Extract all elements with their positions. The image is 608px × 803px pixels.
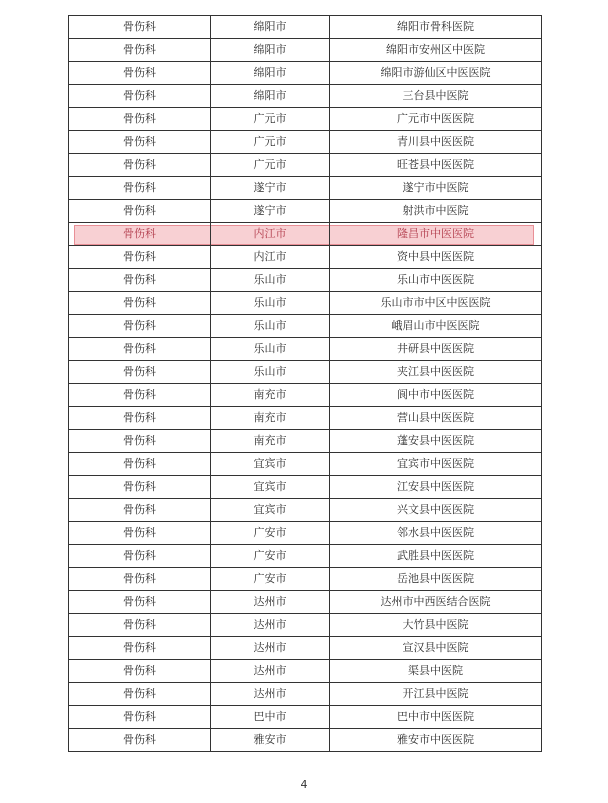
city-cell: 广元市 [211, 154, 330, 177]
table-row [69, 338, 542, 361]
table-row [69, 453, 542, 476]
hospital-cell: 岳池县中医医院 [330, 568, 542, 591]
table-row [69, 315, 542, 338]
city-cell: 绵阳市 [211, 85, 330, 108]
table-row [69, 499, 542, 522]
department-cell: 骨伤科 [69, 223, 211, 246]
hospital-cell: 绵阳市骨科医院 [330, 16, 542, 39]
city-cell: 乐山市 [211, 315, 330, 338]
department-cell: 骨伤科 [69, 131, 211, 154]
table-row [69, 108, 542, 131]
table-row [69, 407, 542, 430]
city-cell: 遂宁市 [211, 177, 330, 200]
table-row [69, 177, 542, 200]
city-cell: 广安市 [211, 545, 330, 568]
hospital-cell: 巴中市中医医院 [330, 706, 542, 729]
hospital-cell: 兴文县中医医院 [330, 499, 542, 522]
city-cell: 遂宁市 [211, 200, 330, 223]
hospital-cell: 大竹县中医院 [330, 614, 542, 637]
hospital-cell: 宜宾市中医医院 [330, 453, 542, 476]
table-row [69, 246, 542, 269]
city-cell: 乐山市 [211, 361, 330, 384]
hospital-cell: 旺苍县中医医院 [330, 154, 542, 177]
city-cell: 达州市 [211, 614, 330, 637]
table-row [69, 591, 542, 614]
department-cell: 骨伤科 [69, 108, 211, 131]
hospital-cell: 隆昌市中医医院 [330, 223, 542, 246]
hospital-cell: 峨眉山市中医医院 [330, 315, 542, 338]
department-cell: 骨伤科 [69, 269, 211, 292]
department-cell: 骨伤科 [69, 407, 211, 430]
hospital-cell: 射洪市中医院 [330, 200, 542, 223]
table-row [69, 384, 542, 407]
hospital-cell: 乐山市中医医院 [330, 269, 542, 292]
city-cell: 南充市 [211, 430, 330, 453]
table-row [69, 614, 542, 637]
department-cell: 骨伤科 [69, 591, 211, 614]
table-row [69, 545, 542, 568]
table-row [69, 200, 542, 223]
table-row [69, 223, 542, 246]
department-cell: 骨伤科 [69, 637, 211, 660]
department-cell: 骨伤科 [69, 338, 211, 361]
city-cell: 达州市 [211, 591, 330, 614]
city-cell: 宜宾市 [211, 476, 330, 499]
table-row [69, 16, 542, 39]
city-cell: 乐山市 [211, 269, 330, 292]
table-row [69, 729, 542, 752]
city-cell: 达州市 [211, 660, 330, 683]
hospital-cell: 渠县中医院 [330, 660, 542, 683]
city-cell: 雅安市 [211, 729, 330, 752]
department-cell: 骨伤科 [69, 384, 211, 407]
department-cell: 骨伤科 [69, 62, 211, 85]
department-cell: 骨伤科 [69, 683, 211, 706]
department-cell: 骨伤科 [69, 476, 211, 499]
table-row [69, 568, 542, 591]
city-cell: 广安市 [211, 568, 330, 591]
department-cell: 骨伤科 [69, 361, 211, 384]
hospital-cell: 资中县中医医院 [330, 246, 542, 269]
table-row [69, 430, 542, 453]
department-cell: 骨伤科 [69, 292, 211, 315]
department-cell: 骨伤科 [69, 16, 211, 39]
hospital-cell: 达州市中西医结合医院 [330, 591, 542, 614]
city-cell: 绵阳市 [211, 62, 330, 85]
department-cell: 骨伤科 [69, 85, 211, 108]
city-cell: 达州市 [211, 637, 330, 660]
city-cell: 乐山市 [211, 338, 330, 361]
department-cell: 骨伤科 [69, 706, 211, 729]
page-number: 4 [300, 778, 308, 791]
department-cell: 骨伤科 [69, 729, 211, 752]
department-cell: 骨伤科 [69, 614, 211, 637]
department-cell: 骨伤科 [69, 568, 211, 591]
department-cell: 骨伤科 [69, 660, 211, 683]
city-cell: 内江市 [211, 246, 330, 269]
department-cell: 骨伤科 [69, 177, 211, 200]
hospital-cell: 邻水县中医医院 [330, 522, 542, 545]
table-row [69, 39, 542, 62]
department-cell: 骨伤科 [69, 154, 211, 177]
hospital-cell: 青川县中医医院 [330, 131, 542, 154]
table-row [69, 361, 542, 384]
city-cell: 内江市 [211, 223, 330, 246]
hospital-cell: 广元市中医医院 [330, 108, 542, 131]
city-cell: 广安市 [211, 522, 330, 545]
table-row [69, 154, 542, 177]
table-row [69, 269, 542, 292]
hospital-cell: 三台县中医院 [330, 85, 542, 108]
department-cell: 骨伤科 [69, 522, 211, 545]
table-row [69, 85, 542, 108]
table-row [69, 660, 542, 683]
hospital-cell: 宣汉县中医院 [330, 637, 542, 660]
hospital-cell: 蓬安县中医医院 [330, 430, 542, 453]
hospital-cell: 井研县中医医院 [330, 338, 542, 361]
hospital-cell: 绵阳市安州区中医院 [330, 39, 542, 62]
department-cell: 骨伤科 [69, 200, 211, 223]
department-cell: 骨伤科 [69, 453, 211, 476]
city-cell: 南充市 [211, 407, 330, 430]
table-row [69, 637, 542, 660]
hospital-cell: 遂宁市中医院 [330, 177, 542, 200]
hospital-cell: 绵阳市游仙区中医医院 [330, 62, 542, 85]
department-cell: 骨伤科 [69, 246, 211, 269]
table-body [69, 16, 542, 752]
department-cell: 骨伤科 [69, 430, 211, 453]
hospital-list-table [68, 15, 542, 752]
department-cell: 骨伤科 [69, 39, 211, 62]
table-row [69, 292, 542, 315]
table-row [69, 522, 542, 545]
city-cell: 绵阳市 [211, 16, 330, 39]
city-cell: 宜宾市 [211, 453, 330, 476]
hospital-cell: 阆中市中医医院 [330, 384, 542, 407]
hospital-cell: 乐山市市中区中医医院 [330, 292, 542, 315]
city-cell: 绵阳市 [211, 39, 330, 62]
department-cell: 骨伤科 [69, 499, 211, 522]
department-cell: 骨伤科 [69, 545, 211, 568]
city-cell: 南充市 [211, 384, 330, 407]
city-cell: 巴中市 [211, 706, 330, 729]
table-row [69, 476, 542, 499]
table-row [69, 62, 542, 85]
city-cell: 广元市 [211, 108, 330, 131]
city-cell: 乐山市 [211, 292, 330, 315]
hospital-cell: 营山县中医医院 [330, 407, 542, 430]
city-cell: 宜宾市 [211, 499, 330, 522]
department-cell: 骨伤科 [69, 315, 211, 338]
hospital-cell: 开江县中医院 [330, 683, 542, 706]
hospital-cell: 江安县中医医院 [330, 476, 542, 499]
hospital-cell: 雅安市中医医院 [330, 729, 542, 752]
hospital-cell: 夹江县中医医院 [330, 361, 542, 384]
city-cell: 达州市 [211, 683, 330, 706]
city-cell: 广元市 [211, 131, 330, 154]
table-row [69, 683, 542, 706]
table-row [69, 131, 542, 154]
table-row [69, 706, 542, 729]
hospital-cell: 武胜县中医医院 [330, 545, 542, 568]
